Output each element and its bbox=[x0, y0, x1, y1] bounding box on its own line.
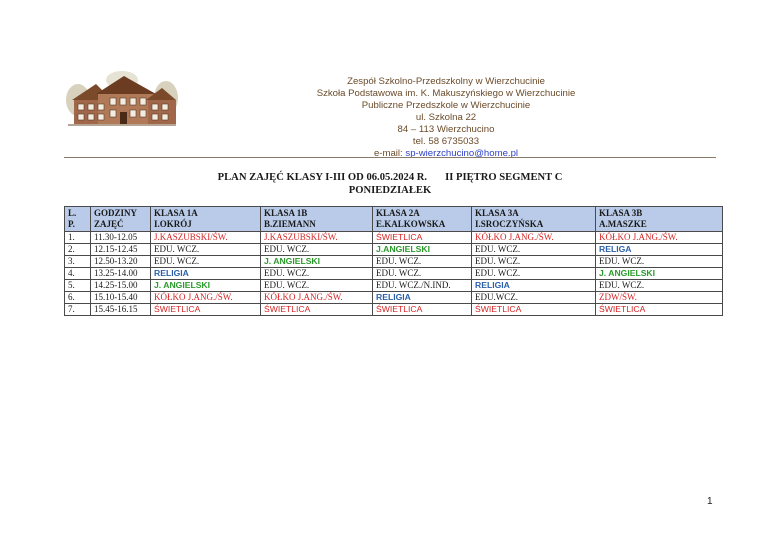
column-header-line1: KLASA 1A bbox=[154, 208, 198, 218]
email-line bbox=[296, 148, 596, 160]
lesson-cell: KÓŁKO J.ANG./ŚW. bbox=[472, 232, 596, 244]
row-number-cell: 2. bbox=[65, 244, 91, 256]
column-header-line2: I.OKRÓJ bbox=[154, 219, 192, 229]
lesson-cell: EDU. WCZ. bbox=[472, 268, 596, 280]
lesson-cell: ZDW/ŚW. bbox=[596, 292, 723, 304]
lesson-cell: EDU. WCZ. bbox=[472, 244, 596, 256]
title-main: PLAN ZAJĘĆ KLASY I-III OD 06.05.2024 R. bbox=[217, 172, 428, 183]
header-divider bbox=[64, 157, 716, 158]
column-header-line1: L. bbox=[68, 208, 77, 218]
time-cell: 12.15-12.45 bbox=[91, 244, 151, 256]
row-number-cell: 6. bbox=[65, 292, 91, 304]
time-cell: 15.10-15.40 bbox=[91, 292, 151, 304]
column-header-line2: P. bbox=[68, 219, 75, 229]
lesson-cell: J. ANGIELSKI bbox=[596, 268, 723, 280]
lesson-cell: EDU. WCZ./N.IND. bbox=[373, 280, 472, 292]
lesson-cell: KÓŁKO J.ANG./ŚW. bbox=[596, 232, 723, 244]
time-cell: 12.50-13.20 bbox=[91, 256, 151, 268]
lesson-cell: EDU.WCZ. bbox=[472, 292, 596, 304]
lesson-cell: ŚWIETLICA bbox=[472, 304, 596, 316]
table-row bbox=[65, 268, 723, 280]
email-label: e-mail: bbox=[373, 148, 403, 159]
lesson-cell: ŚWIETLICA bbox=[596, 304, 723, 316]
lesson-cell: J.KASZUBSKI/ŚW. bbox=[261, 232, 373, 244]
time-cell: 13.25-14.00 bbox=[91, 268, 151, 280]
table-body bbox=[65, 232, 723, 316]
lesson-cell: J.KASZUBSKI/ŚW. bbox=[151, 232, 261, 244]
schedule-table bbox=[64, 206, 723, 316]
school-building-logo bbox=[66, 70, 178, 132]
table-header-row bbox=[65, 207, 723, 232]
phone-line: tel. 58 6735033 bbox=[412, 136, 480, 147]
lesson-cell: EDU. WCZ. bbox=[373, 268, 472, 280]
school-subtitle-line: Szkoła Podstawowa im. K. Makuszyńskiego w Wierzchucinie bbox=[316, 88, 576, 99]
lesson-cell: EDU. WCZ. bbox=[261, 280, 373, 292]
street-line: ul. Szkolna 22 bbox=[415, 112, 477, 123]
title-location: II PIĘTRO SEGMENT C bbox=[445, 172, 563, 183]
lesson-cell: KÓŁKO J.ANG./ŚW. bbox=[151, 292, 261, 304]
lesson-cell: ŚWIETLICA bbox=[151, 304, 261, 316]
time-cell: 15.45-16.15 bbox=[91, 304, 151, 316]
row-number-cell: 4. bbox=[65, 268, 91, 280]
lesson-cell: ŚWIETLICA bbox=[373, 304, 472, 316]
lesson-cell: EDU. WCZ. bbox=[472, 256, 596, 268]
time-cell: 14.25-15.00 bbox=[91, 280, 151, 292]
table-row bbox=[65, 244, 723, 256]
lesson-cell: EDU. WCZ. bbox=[261, 268, 373, 280]
lesson-cell: RELIGIA bbox=[373, 292, 472, 304]
column-header bbox=[373, 207, 472, 232]
lesson-cell: EDU. WCZ. bbox=[596, 280, 723, 292]
row-number-cell: 7. bbox=[65, 304, 91, 316]
school-address-block bbox=[296, 76, 596, 160]
column-header-line1: KLASA 3B bbox=[599, 208, 643, 218]
postal-line: 84 – 113 Wierzchucino bbox=[397, 124, 495, 135]
column-header-line2: ZAJĘĆ bbox=[94, 219, 124, 229]
lesson-cell: RELIGA bbox=[596, 244, 723, 256]
preschool-line: Publiczne Przedszkole w Wierzchucinie bbox=[361, 100, 531, 111]
lesson-cell: KÓŁKO J.ANG./ŚW. bbox=[261, 292, 373, 304]
lesson-cell: ŚWIETLICA bbox=[261, 304, 373, 316]
table-row bbox=[65, 232, 723, 244]
column-header bbox=[65, 207, 91, 232]
column-header bbox=[596, 207, 723, 232]
column-header-line2: A.MASZKE bbox=[599, 219, 647, 229]
column-header-line1: KLASA 3A bbox=[475, 208, 519, 218]
time-cell: 11.30-12.05 bbox=[91, 232, 151, 244]
lesson-cell: EDU. WCZ. bbox=[373, 256, 472, 268]
email-link[interactable]: sp-wierzchucino@home.pl bbox=[405, 148, 519, 159]
lesson-cell: RELIGIA bbox=[472, 280, 596, 292]
lesson-cell: J. ANGIELSKI bbox=[151, 280, 261, 292]
page-number: 1 bbox=[707, 496, 713, 507]
table-row bbox=[65, 256, 723, 268]
column-header-line1: KLASA 1B bbox=[264, 208, 308, 218]
column-header bbox=[151, 207, 261, 232]
lesson-cell: EDU. WCZ. bbox=[261, 244, 373, 256]
row-number-cell: 1. bbox=[65, 232, 91, 244]
column-header-line1: KLASA 2A bbox=[376, 208, 420, 218]
column-header bbox=[261, 207, 373, 232]
column-header-line2: E.KALKOWSKA bbox=[376, 219, 446, 229]
column-header bbox=[91, 207, 151, 232]
lesson-cell: RELIGIA bbox=[151, 268, 261, 280]
lesson-cell: ŚWIETLICA bbox=[373, 232, 472, 244]
column-header bbox=[472, 207, 596, 232]
school-name-line: Zespół Szkolno-Przedszkolny w Wierzchucinie bbox=[347, 76, 545, 87]
lesson-cell: J. ANGIELSKI bbox=[261, 256, 373, 268]
lesson-cell: EDU. WCZ. bbox=[151, 256, 261, 268]
table-row bbox=[65, 304, 723, 316]
lesson-cell: EDU. WCZ. bbox=[596, 256, 723, 268]
column-header-line2: I.SROCZYŃSKA bbox=[475, 219, 544, 229]
column-header-line2: B.ZIEMANN bbox=[264, 219, 316, 229]
table-row bbox=[65, 292, 723, 304]
row-number-cell: 3. bbox=[65, 256, 91, 268]
lesson-cell: EDU. WCZ. bbox=[151, 244, 261, 256]
schedule-title bbox=[60, 171, 720, 197]
letterhead bbox=[60, 68, 720, 160]
table-row bbox=[65, 280, 723, 292]
lesson-cell: J.ANGIELSKI bbox=[373, 244, 472, 256]
title-day: PONIEDZIAŁEK bbox=[348, 185, 432, 196]
column-header-line1: GODZINY bbox=[94, 208, 138, 218]
row-number-cell: 5. bbox=[65, 280, 91, 292]
